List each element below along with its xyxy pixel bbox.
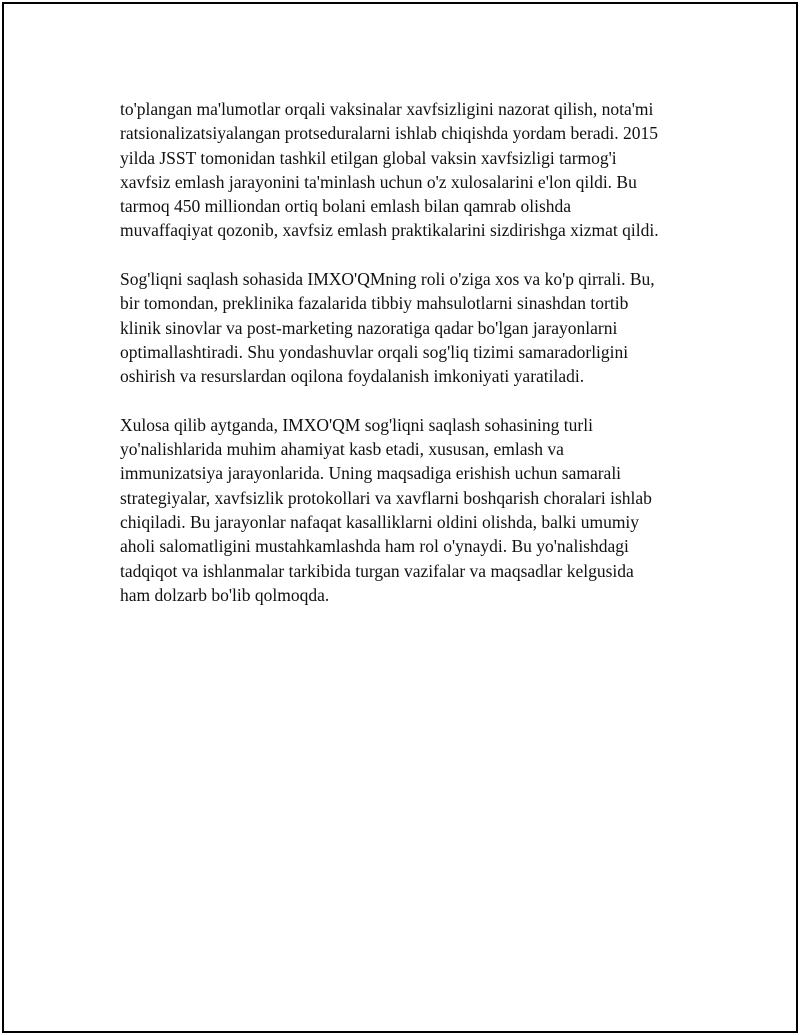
document-body [120, 97, 700, 632]
text-line: bir tomondan, preklinika fazalarida tibbiy mahsulotlarni sinashdan tortib [120, 293, 629, 314]
text-line: strategiyalar, xavfsizlik protokollari va xavflarni boshqarish choralari ishlab [120, 487, 652, 508]
text-line: Xulosa qilib aytganda, IMXO'QM sog'liqni saqlash sohasining turli [120, 414, 593, 435]
text-line: ham dolzarb bo'lib qolmoqda. [120, 584, 330, 605]
paragraph-vaccine-safety [120, 97, 700, 243]
text-line: yilda JSST tomonidan tashkil etilgan global vaksin xavfsizligi tarmog'i [120, 147, 617, 168]
text-line: tadqiqot va ishlanmalar tarkibida turgan vazifalar va maqsadlar kelgusida [120, 560, 634, 581]
text-line: immunizatsiya jarayonlarida. Uning maqsadiga erishish uchun samarali [120, 463, 622, 484]
text-line: xavfsiz emlash jarayonini ta'minlash uchun o'z xulosalarini e'lon qildi. Bu [120, 171, 637, 192]
text-line: klinik sinovlar va post-marketing nazoratiga qadar bo'lgan jarayonlarni [120, 317, 618, 338]
page-frame [2, 2, 798, 1033]
text-line: Sog'liqni saqlash sohasida IMXO'QMning roli o'ziga xos va ko'p qirrali. Bu, [120, 269, 655, 290]
text-line: yo'nalishlarida muhim ahamiyat kasb etadi, xususan, emlash va [120, 439, 564, 460]
text-line: tarmoq 450 milliondan ortiq bolani emlash bilan qamrab olishda [120, 196, 572, 217]
text-line: chiqiladi. Bu jarayonlar nafaqat kasalliklarni oldini olishda, balki umumiy [120, 512, 640, 533]
text-line: optimallashtiradi. Shu yondashuvlar orqali sog'liq tizimi samaradorligini [120, 341, 629, 362]
paragraph-conclusion [120, 413, 700, 607]
text-line: aholi salomatligini mustahkamlashda ham rol o'ynaydi. Bu yo'nalishdagi [120, 536, 629, 557]
paragraph-healthcare-role [120, 267, 700, 388]
text-line: ratsionalizatsiyalangan protseduralarni ishlab chiqishda yordam beradi. 2015 [120, 123, 658, 144]
text-line: muvaffaqiyat qozonib, xavfsiz emlash praktikalarini sizdirishga xizmat qildi. [120, 220, 659, 241]
text-line: to'plangan ma'lumotlar orqali vaksinalar xavfsizligini nazorat qilish, nota'mi [120, 99, 654, 119]
text-line: oshirish va resurslardan oqilona foydalanish imkoniyati yaratiladi. [120, 366, 585, 387]
